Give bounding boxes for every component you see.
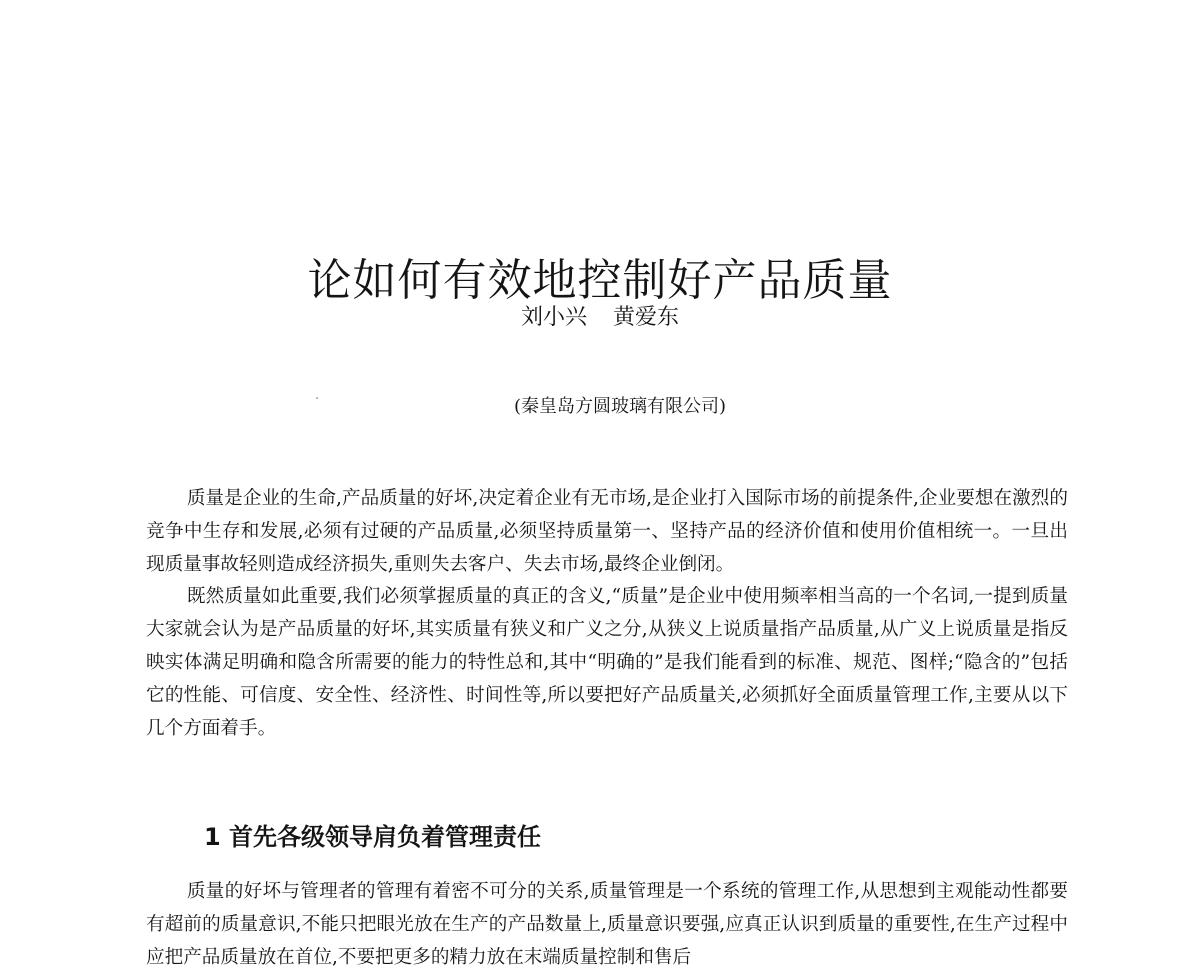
section-body bbox=[146, 876, 1068, 974]
affiliation: (秦皇岛方圆玻璃有限公司) bbox=[513, 396, 727, 417]
paragraph: 质量的好坏与管理者的管理有着密不可分的关系,质量管理是一个系统的管理工作,从思想到主观能动性都要有超前的质量意识,不能只把眼光放在生产的产品数量上,质量意识要强,应真正认识到质量的重要性,在生产过程中应把产品质量放在首位,不要把更多的精力放在末端质量控制和售后 bbox=[146, 881, 1068, 968]
section-heading: 1 首先各级领导肩负着管理责任 bbox=[204, 822, 542, 851]
author-list bbox=[0, 303, 1200, 333]
paragraph: 质量是企业的生命,产品质量的好坏,决定着企业有无市场,是企业打入国际市场的前提条件,企业要想在激烈的竞争中生存和发展,必须有过硬的产品质量,必须坚持质量第一、坚持产品的经济价值和使用价值相统一。一旦出现质量事故轻则造成经济损失,重则失去客户、失去市场,最终企业倒闭。 bbox=[146, 488, 1068, 575]
author-name: 黄爱东 bbox=[613, 305, 680, 330]
author-name: 刘小兴 bbox=[520, 305, 587, 330]
paper-title: 论如何有效地控制好产品质量 bbox=[307, 255, 893, 307]
paragraph: 既然质量如此重要,我们必须掌握质量的真正的含义,“质量”是企业中使用频率相当高的一个名词,一提到质量大家就会认为是产品质量的好坏,其实质量有狭义和广义之分,从狭义上说质量指产品质量,从广义上说质量是指反映实体满足明确和隐含所需要的能力的特性总和,其中“明确的”是我们能看到的标准、规范、图样;“隐含的”包括它的性能、可信度、安全性、经济性、时间性等,所以要把好产品质量关,必须抓好全面质量管理工作,主要从以下几个方面着手。 bbox=[146, 586, 1068, 739]
intro-body bbox=[146, 483, 1068, 745]
